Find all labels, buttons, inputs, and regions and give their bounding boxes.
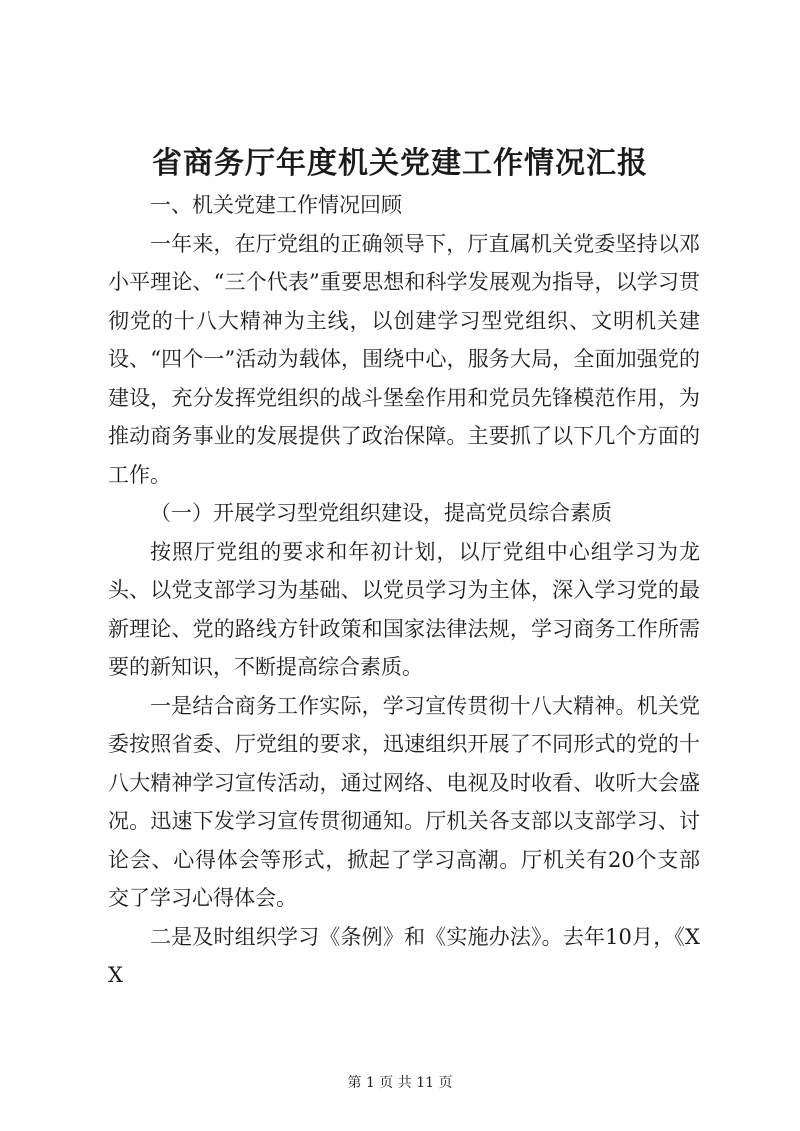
page-footer: 第 1 页 共 11 页 xyxy=(347,1075,453,1091)
subsection-heading: （一）开展学习型党组织建设，提高党员综合素质 xyxy=(150,501,612,525)
document-body xyxy=(108,186,700,995)
section-heading: 一、机关党建工作情况回顾 xyxy=(150,193,402,217)
body-paragraph: 二是及时组织学习《条例》和《实施办法》。去年10月，《XX xyxy=(108,924,700,987)
body-paragraph: 一是结合商务工作实际，学习宣传贯彻十八大精神。机关党委按照省委、厅党组的要求，迅速组织开展了不同形式的党的十八大精神学习宣传活动，通过网络、电视及时收看、收听大会盛况。迅速下发学习宣传贯彻通知。厅机关各支部以支部学习、讨论会、心得体会等形式，掀起了学习高潮。厅机关有20个支部交了学习心得体会。 xyxy=(108,693,700,910)
body-paragraph: 按照厅党组的要求和年初计划，以厅党组中心组学习为龙头、以党支部学习为基础、以党员学习为主体，深入学习党的最新理论、党的路线方针政策和国家法律法规，学习商务工作所需要的新知识，不断提高综合素质。 xyxy=(108,539,700,679)
document-title: 省商务厅年度机关党建工作情况汇报 xyxy=(152,146,648,181)
body-paragraph: 一年来，在厅党组的正确领导下，厅直属机关党委坚持以邓小平理论、“三个代表”重要思想和科学发展观为指导，以学习贯彻党的十八大精神为主线，以创建学习型党组织、文明机关建设、“四个一”活动为载体，围绕中心，服务大局，全面加强党的建设，充分发挥党组织的战斗堡垒作用和党员先锋模范作用，为推动商务事业的发展提供了政治保障。主要抓了以下几个方面的工作。 xyxy=(108,231,700,487)
